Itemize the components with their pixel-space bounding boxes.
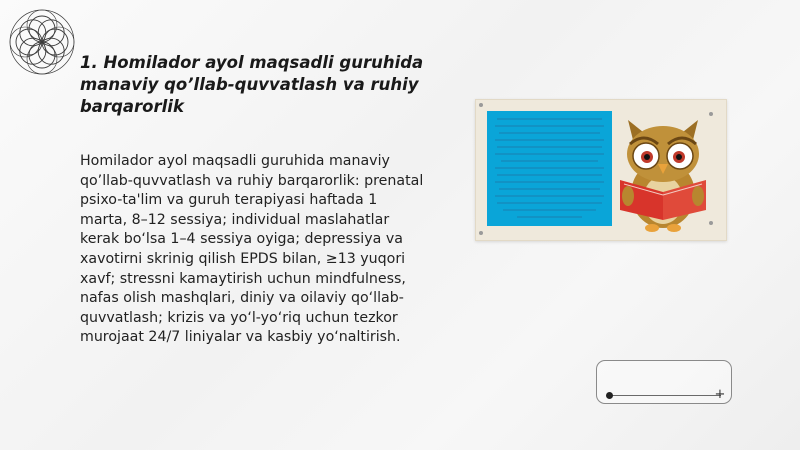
slide-body-text: Homilador ayol maqsadli guruhida manaviy qo’llab-quvvatlash va ruhiy barqarorlik: prenatal psixo-ta'lim va guruh terapiyasi haftada 1 marta, 8–12 sessiya; individual maslahatlar kerak bo‘lsa 1–4 sessiya oyiga; depressiya va xavotirni skrinig qilish EPDS bilan, ≥13 yuqori xavf; stressni kamaytirish uchun mindfulness, nafas olish mashqlari, diniy va oilaviy qo‘llab-quvvatlash; krizis va yo‘l-yo‘riq uchun tezkor murojaat 24/7 liniyalar va kasbiy yo‘naltirish. [80, 153, 424, 346]
frame-pin [479, 231, 483, 235]
frame-pin [479, 103, 483, 107]
audio-progress-track[interactable] [610, 395, 721, 396]
owl-picture [475, 99, 727, 241]
blue-text-panel [487, 111, 612, 226]
owl-reading-book-icon [614, 114, 712, 234]
plus-icon[interactable]: + [714, 387, 726, 402]
spirograph-ornament-icon [4, 4, 80, 80]
slide-title: 1. Homilador ayol maqsadli guruhida manaviy qo’llab-quvvatlash va ruhiy barqarorlik [80, 53, 424, 116]
audio-player[interactable] [596, 360, 732, 404]
audio-position-dot-icon[interactable] [606, 392, 613, 399]
